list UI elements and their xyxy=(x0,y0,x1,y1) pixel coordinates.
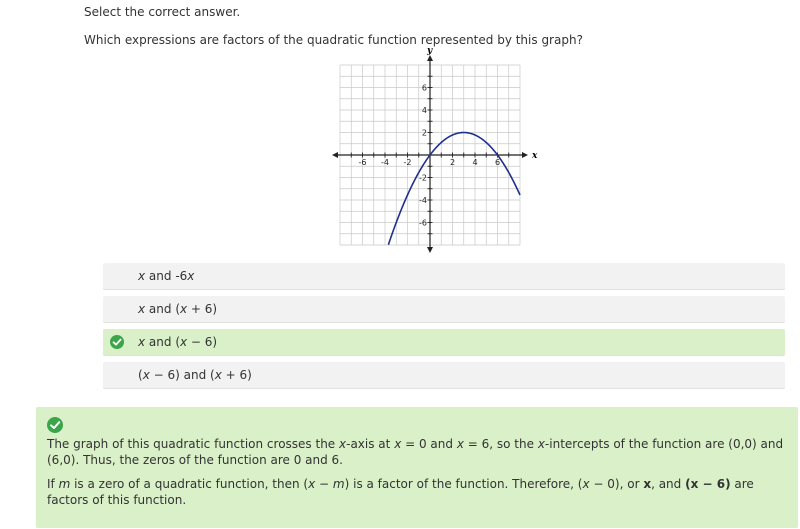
x-tick-label: 4 xyxy=(472,158,478,167)
y-tick-label: 2 xyxy=(421,128,427,138)
question-text: Which expressions are factors of the quadratic function represented by this graph? xyxy=(84,33,583,47)
choice-a-label: x and -6x xyxy=(138,269,195,283)
y-tick-label: -6 xyxy=(419,218,427,228)
feedback-conclusion: If m is a zero of a quadratic function, then (x − m) is a factor of the function. Therefore, (x − 0), or x, and (x − 6) are factors of this function. xyxy=(47,477,754,507)
check-icon xyxy=(47,417,63,433)
instruction-text: Select the correct answer. xyxy=(84,5,241,19)
y-tick-label: 6 xyxy=(421,83,427,93)
choice-b[interactable] xyxy=(103,296,785,322)
x-tick-label: -6 xyxy=(358,158,367,167)
x-axis-arrow-left xyxy=(332,152,338,158)
feedback-explanation: The graph of this quadratic function crosses the x-axis at x = 0 and x = 6, so the x-intercepts of the function are (0,0) and (6,0). Thus, the zeros of the function are 0 and 6. xyxy=(47,437,784,467)
y-axis-label: y xyxy=(427,46,433,56)
x-tick-label: 2 xyxy=(449,158,456,167)
x-axis-arrow-right xyxy=(522,152,528,158)
y-tick-label: 4 xyxy=(421,106,427,115)
x-tick-label: -4 xyxy=(381,158,389,167)
choice-d-label: (x − 6) and (x + 6) xyxy=(138,368,252,382)
y-tick-label: -4 xyxy=(419,196,427,205)
check-icon xyxy=(110,335,124,349)
choice-c-label: x and (x − 6) xyxy=(138,335,218,349)
choice-b-label: x and (x + 6) xyxy=(138,302,218,316)
y-tick-label: -2 xyxy=(419,173,427,183)
x-axis-label: x xyxy=(532,151,538,161)
choice-c[interactable] xyxy=(103,329,785,355)
y-axis-arrow-down xyxy=(427,247,433,253)
quadratic-graph xyxy=(332,46,538,252)
choice-a[interactable] xyxy=(103,263,785,289)
choice-d[interactable] xyxy=(103,362,785,388)
x-tick-label: 6 xyxy=(494,158,501,167)
x-tick-label: -2 xyxy=(403,158,412,167)
feedback-panel xyxy=(36,407,798,528)
